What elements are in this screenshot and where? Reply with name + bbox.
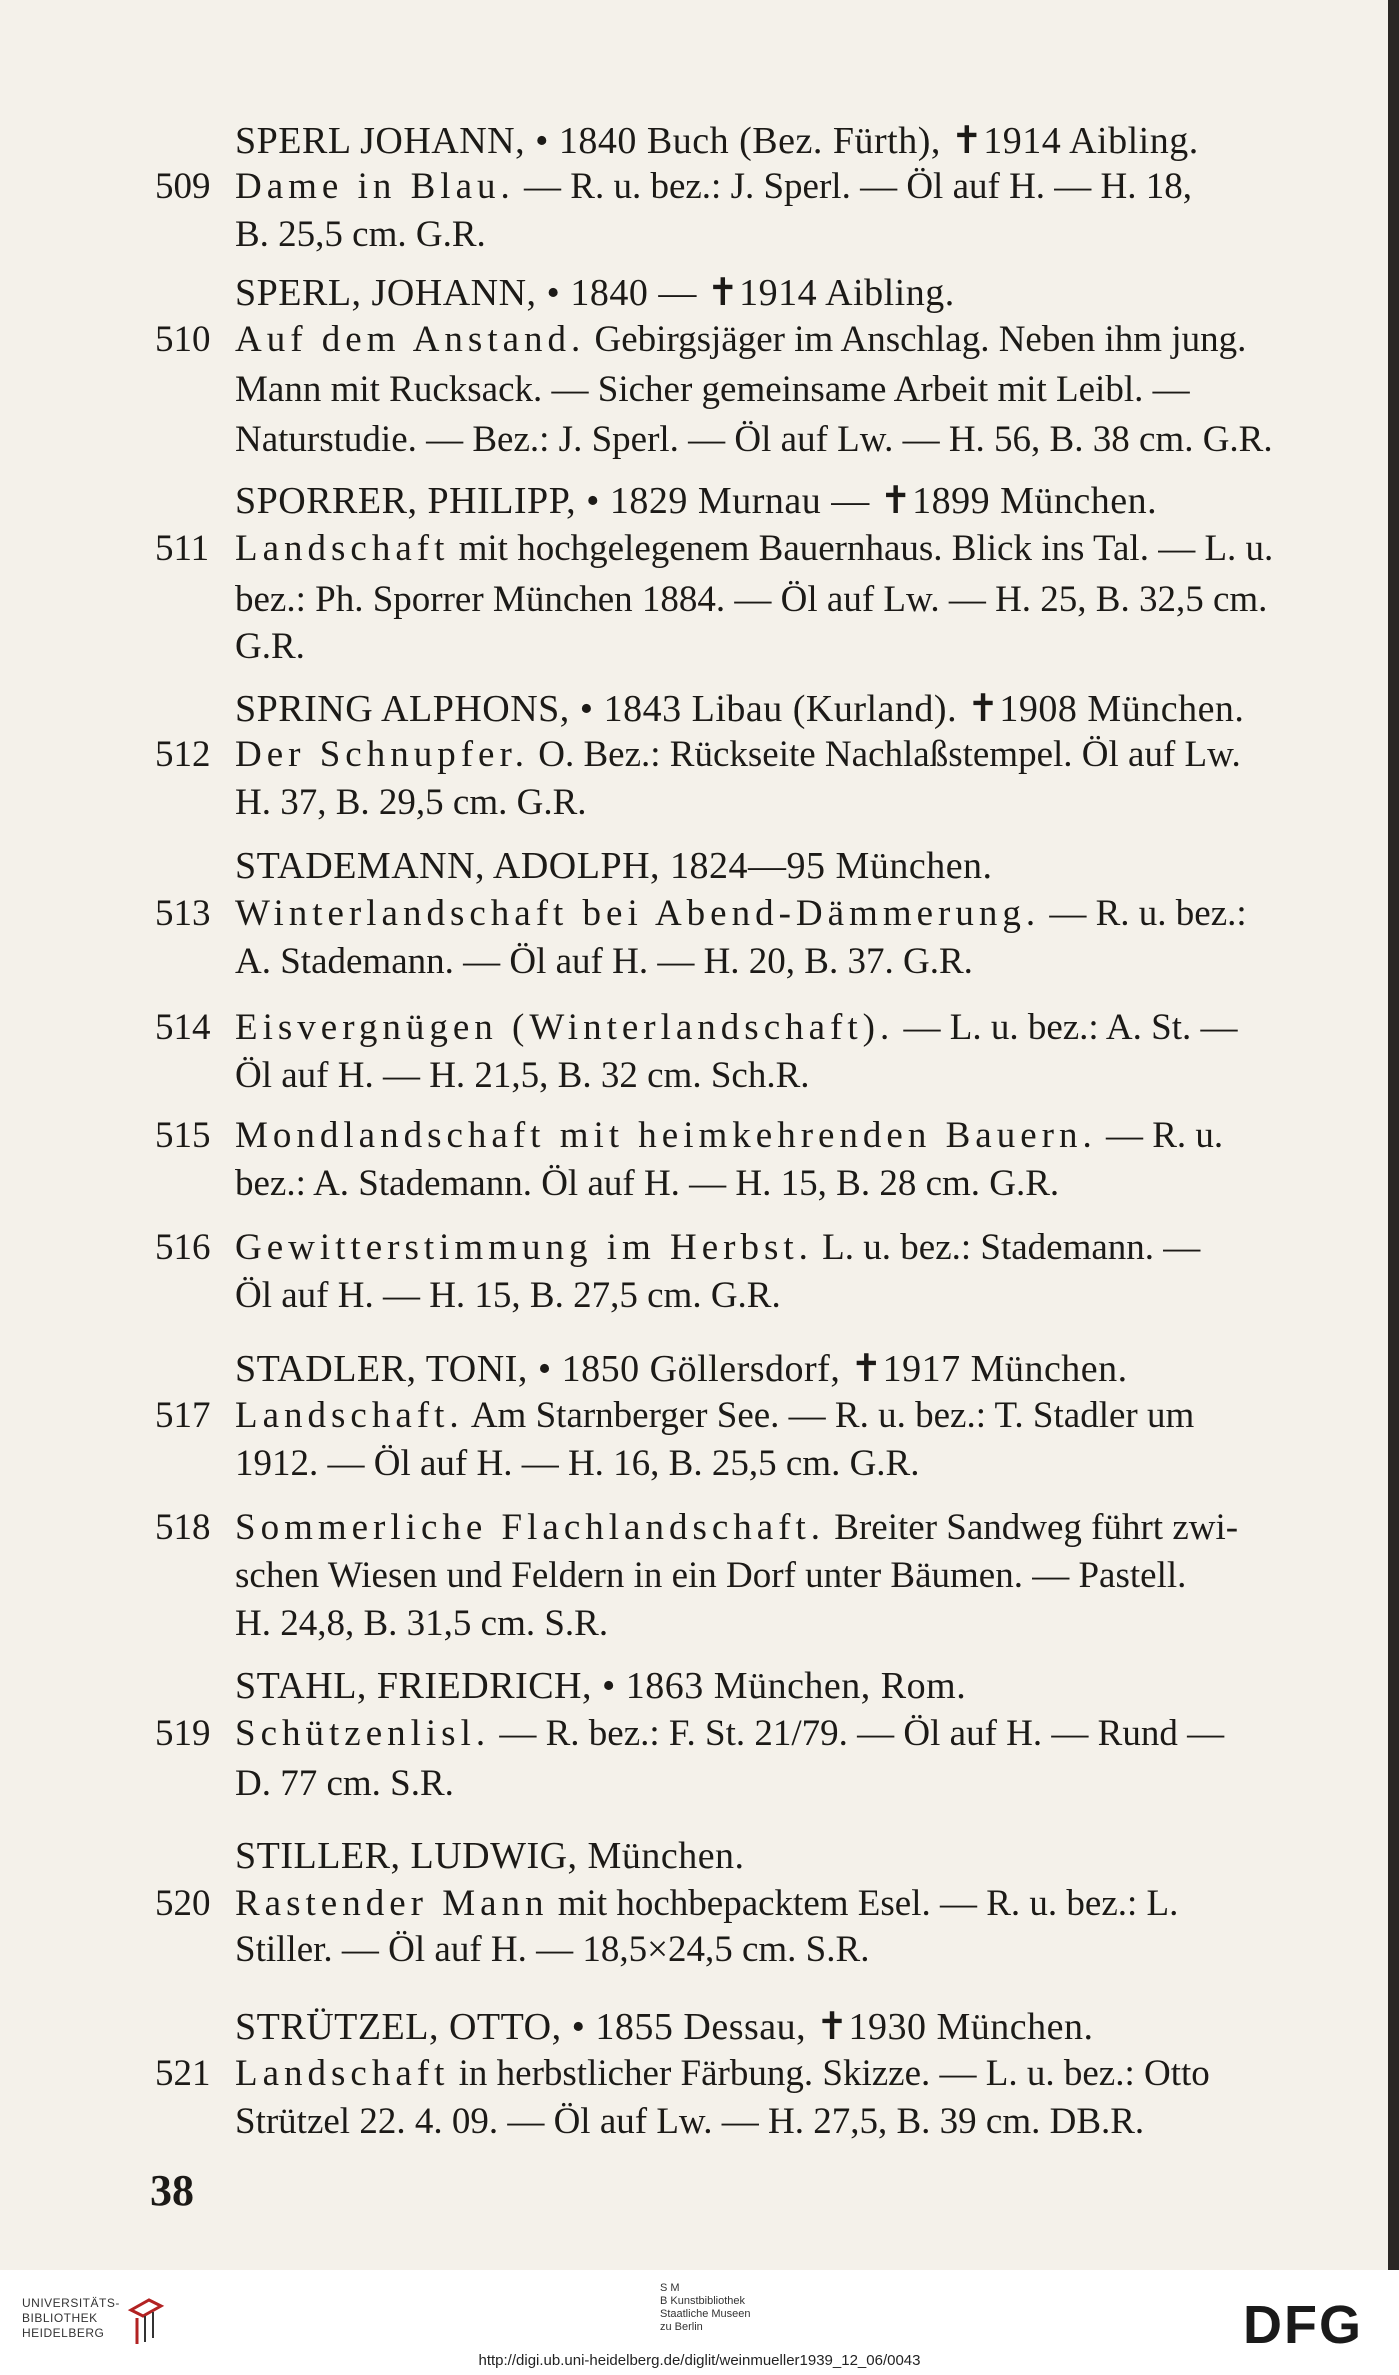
lot-title: Landschaft. <box>235 1395 464 1436</box>
lot-description-line: bez.: A. Stademann. Öl auf H. — H. 15, B. 28 cm. G.R. <box>235 1163 1060 1204</box>
lot-description-line: bez.: Ph. Sporrer München 1884. — Öl auf Lw. — H. 25, B. 32,5 cm. <box>235 579 1268 620</box>
lot-title: Landschaft <box>235 2053 450 2094</box>
lot-title: Sommerliche Flachlandschaft. <box>235 1507 826 1548</box>
lot-title: Winterlandschaft bei Abend-Dämmerung. <box>235 893 1041 934</box>
stamp-line: B Kunstbibliothek <box>660 2295 745 2307</box>
lot-number: 518 <box>155 1507 211 1548</box>
lot-description-line <box>235 1394 1194 1437</box>
lot-description-line <box>235 2052 1210 2095</box>
lot-description-line <box>235 165 1192 208</box>
university-library-logo[interactable] <box>22 2296 120 2341</box>
lot-description-line: Öl auf H. — H. 15, B. 27,5 cm. G.R. <box>235 1275 781 1316</box>
lot-number: 514 <box>155 1007 211 1048</box>
lot-number: 520 <box>155 1883 211 1924</box>
lot-text: — L. u. bez.: A. St. — <box>894 1007 1238 1048</box>
artist-heading: SPORRER, PHILIPP, • 1829 Murnau — ✝1899 München. <box>235 480 1158 522</box>
lot-text: in herbstlicher Färbung. Skizze. — L. u. bez.: Otto <box>449 2053 1210 2094</box>
lot-text: Gebirgsjäger im Anschlag. Neben ihm jung. <box>585 319 1247 360</box>
lot-description-line: G.R. <box>235 626 305 667</box>
page-number: 38 <box>150 2166 194 2215</box>
artist-heading: STADEMANN, ADOLPH, 1824—95 München. <box>235 845 993 887</box>
lot-text: — R. u. <box>1096 1115 1224 1156</box>
university-logo-line: UNIVERSITÄTS- <box>22 2296 120 2310</box>
lot-description-line <box>235 892 1247 935</box>
lot-description-line: Stiller. — Öl auf H. — 18,5×24,5 cm. S.R. <box>235 1929 870 1970</box>
lot-text: — R. u. bez.: <box>1040 893 1247 934</box>
lot-number: 511 <box>155 528 210 569</box>
museum-stamp <box>660 2282 751 2334</box>
artist-heading: STADLER, TONI, • 1850 Göllersdorf, ✝1917 München. <box>235 1348 1128 1390</box>
lot-title: Landschaft <box>235 528 450 569</box>
lot-title: Eisvergnügen (Winterlandschaft). <box>235 1007 895 1048</box>
source-url[interactable]: http://digi.ub.uni-heidelberg.de/diglit/weinmueller1939_12_06/0043 <box>478 2352 921 2369</box>
lot-text: O. Bez.: Rückseite Nachlaßstempel. Öl auf Lw. <box>529 734 1241 775</box>
lot-description-line <box>235 318 1246 361</box>
lot-description-line <box>235 527 1273 570</box>
library-emblem-icon <box>127 2296 167 2348</box>
lot-description-line: schen Wiesen und Feldern in ein Dorf unter Bäumen. — Pastell. <box>235 1555 1187 1596</box>
lot-number: 515 <box>155 1115 211 1156</box>
lot-text: — R. bez.: F. St. 21/79. — Öl auf H. — Rund — <box>490 1713 1225 1754</box>
lot-description-line: H. 37, B. 29,5 cm. G.R. <box>235 782 587 823</box>
artist-heading: STAHL, FRIEDRICH, • 1863 München, Rom. <box>235 1665 967 1707</box>
lot-description-line <box>235 733 1241 776</box>
lot-title: Rastender Mann <box>235 1883 549 1924</box>
lot-description-line: Naturstudie. — Bez.: J. Sperl. — Öl auf Lw. — H. 56, B. 38 cm. G.R. <box>235 419 1273 460</box>
lot-number: 509 <box>155 166 211 207</box>
university-logo-line: BIBLIOTHEK <box>22 2311 98 2325</box>
lot-text: Am Starnberger See. — R. u. bez.: T. Stadler um <box>463 1395 1195 1436</box>
artist-heading: STRÜTZEL, OTTO, • 1855 Dessau, ✝1930 München. <box>235 2006 1094 2048</box>
lot-text: mit hochgelegenem Bauernhaus. Blick ins Tal. — L. u. <box>449 528 1274 569</box>
lot-description-line: H. 24,8, B. 31,5 cm. S.R. <box>235 1603 609 1644</box>
artist-heading: SPERL, JOHANN, • 1840 — ✝1914 Aibling. <box>235 272 955 314</box>
lot-description-line: Öl auf H. — H. 21,5, B. 32 cm. Sch.R. <box>235 1055 810 1096</box>
lot-description-line: D. 77 cm. S.R. <box>235 1763 454 1804</box>
lot-description-line: B. 25,5 cm. G.R. <box>235 214 486 255</box>
lot-number: 516 <box>155 1227 211 1268</box>
lot-text: — R. u. bez.: J. Sperl. — Öl auf H. — H. 18, <box>514 166 1193 207</box>
lot-number: 512 <box>155 734 211 775</box>
lot-description-line <box>235 1006 1237 1049</box>
artist-heading: SPERL JOHANN, • 1840 Buch (Bez. Fürth), ✝1914 Aibling. <box>235 120 1199 162</box>
lot-description-line <box>235 1114 1223 1157</box>
lot-title: Mondlandschaft mit heimkehrenden Bauern. <box>235 1115 1097 1156</box>
lot-description-line <box>235 1226 1200 1269</box>
lot-title: Dame in Blau. <box>235 166 515 207</box>
lot-number: 510 <box>155 319 211 360</box>
lot-title: Der Schnupfer. <box>235 734 529 775</box>
lot-description-line: 1912. — Öl auf H. — H. 16, B. 25,5 cm. G.R. <box>235 1443 920 1484</box>
lot-number: 519 <box>155 1713 211 1754</box>
lot-number: 521 <box>155 2053 211 2094</box>
lot-title: Auf dem Anstand. <box>235 319 586 360</box>
lot-number: 517 <box>155 1395 211 1436</box>
lot-description-line: Strützel 22. 4. 09. — Öl auf Lw. — H. 27,5, B. 39 cm. DB.R. <box>235 2101 1145 2142</box>
lot-description-line <box>235 1712 1224 1755</box>
lot-description-line: Mann mit Rucksack. — Sicher gemeinsame Arbeit mit Leibl. — <box>235 369 1190 410</box>
lot-number: 513 <box>155 893 211 934</box>
lot-description-line: A. Stademann. — Öl auf H. — H. 20, B. 37. G.R. <box>235 941 973 982</box>
viewer-footer <box>0 2270 1399 2375</box>
lot-title: Schützenlisl. <box>235 1713 491 1754</box>
dfg-logo[interactable]: DFG <box>1243 2295 1363 2355</box>
lot-text: mit hochbepacktem Esel. — R. u. bez.: L. <box>548 1883 1179 1924</box>
lot-description-line <box>235 1506 1238 1549</box>
artist-heading: SPRING ALPHONS, • 1843 Libau (Kurland). ✝1908 München. <box>235 688 1245 730</box>
lot-title: Gewitterstimmung im Herbst. <box>235 1227 813 1268</box>
stamp-line: S M <box>660 2282 680 2294</box>
stamp-line: zu Berlin <box>660 2321 703 2333</box>
stamp-line: Staatliche Museen <box>660 2308 751 2320</box>
university-logo-line: HEIDELBERG <box>22 2326 105 2340</box>
lot-text: L. u. bez.: Stademann. — <box>812 1227 1201 1268</box>
lot-description-line <box>235 1882 1178 1925</box>
lot-text: Breiter Sandweg führt zwi- <box>825 1507 1239 1548</box>
artist-heading: STILLER, LUDWIG, München. <box>235 1835 745 1877</box>
